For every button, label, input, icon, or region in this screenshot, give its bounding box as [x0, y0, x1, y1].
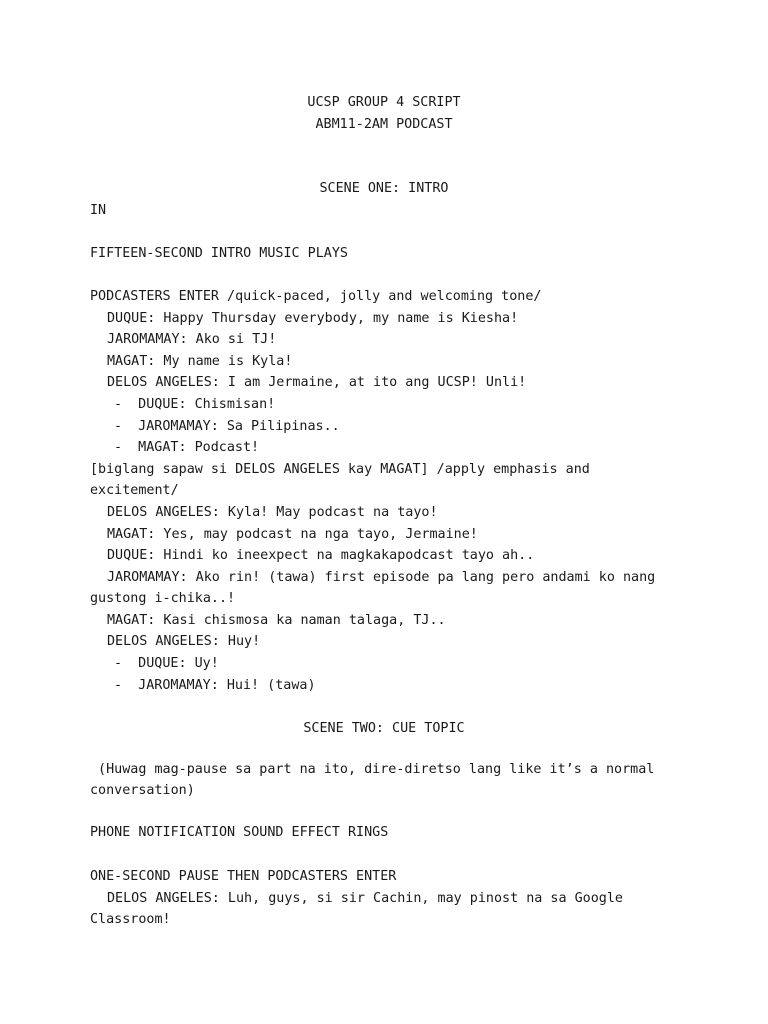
scene-note: conversation)	[90, 783, 195, 798]
script-line: MAGAT: My name is Kyla!	[107, 354, 293, 369]
music-cue: FIFTEEN-SECOND INTRO MUSIC PLAYS	[90, 246, 348, 261]
script-line: JAROMAMAY: Ako si TJ!	[107, 332, 277, 347]
script-line-wrap: Classroom!	[90, 912, 171, 927]
scene-note: (Huwag mag-pause sa part na ito, dire-diretso lang like it’s a normal	[90, 762, 655, 777]
script-title: UCSP GROUP 4 SCRIPT	[307, 95, 461, 110]
script-line: DUQUE: Happy Thursday everybody, my name is Kiesha!	[107, 311, 519, 326]
scene-two-heading: SCENE TWO: CUE TOPIC	[303, 721, 465, 736]
script-line-wrap: gustong i-chika..!	[90, 591, 236, 606]
dash-line: - DUQUE: Chismisan!	[114, 397, 276, 412]
stage-direction: excitement/	[90, 483, 179, 498]
stage-direction: PODCASTERS ENTER /quick-paced, jolly and welcoming tone/	[90, 289, 542, 304]
script-line: DELOS ANGELES: I am Jermaine, at ito ang UCSP! Unli!	[107, 375, 527, 390]
sound-cue: PHONE NOTIFICATION SOUND EFFECT RINGS	[90, 825, 389, 840]
pause-cue: ONE-SECOND PAUSE THEN PODCASTERS ENTER	[90, 869, 397, 884]
scene-one-heading: SCENE ONE: INTRO	[319, 181, 449, 196]
script-line: DELOS ANGELES: Luh, guys, si sir Cachin, may pinost na sa Google	[107, 891, 623, 906]
script-line: JAROMAMAY: Ako rin! (tawa) first episode pa lang pero andami ko nang	[107, 570, 656, 585]
script-line: DUQUE: Hindi ko ineexpect na magkakapodcast tayo ah..	[107, 548, 535, 563]
script-line: DELOS ANGELES: Huy!	[107, 634, 261, 649]
script-subtitle: ABM11-2AM PODCAST	[315, 117, 453, 132]
script-line: MAGAT: Kasi chismosa ka naman talaga, TJ..	[107, 613, 446, 628]
dash-line: - MAGAT: Podcast!	[114, 440, 260, 455]
in-label: IN	[90, 203, 107, 218]
dash-line: - DUQUE: Uy!	[114, 656, 219, 671]
stage-direction: [biglang sapaw si DELOS ANGELES kay MAGAT] /apply emphasis and	[90, 462, 590, 477]
dash-line: - JAROMAMAY: Hui! (tawa)	[114, 678, 316, 693]
script-line: MAGAT: Yes, may podcast na nga tayo, Jermaine!	[107, 527, 478, 542]
script-line: DELOS ANGELES: Kyla! May podcast na tayo!	[107, 505, 438, 520]
dash-line: - JAROMAMAY: Sa Pilipinas..	[114, 419, 340, 434]
